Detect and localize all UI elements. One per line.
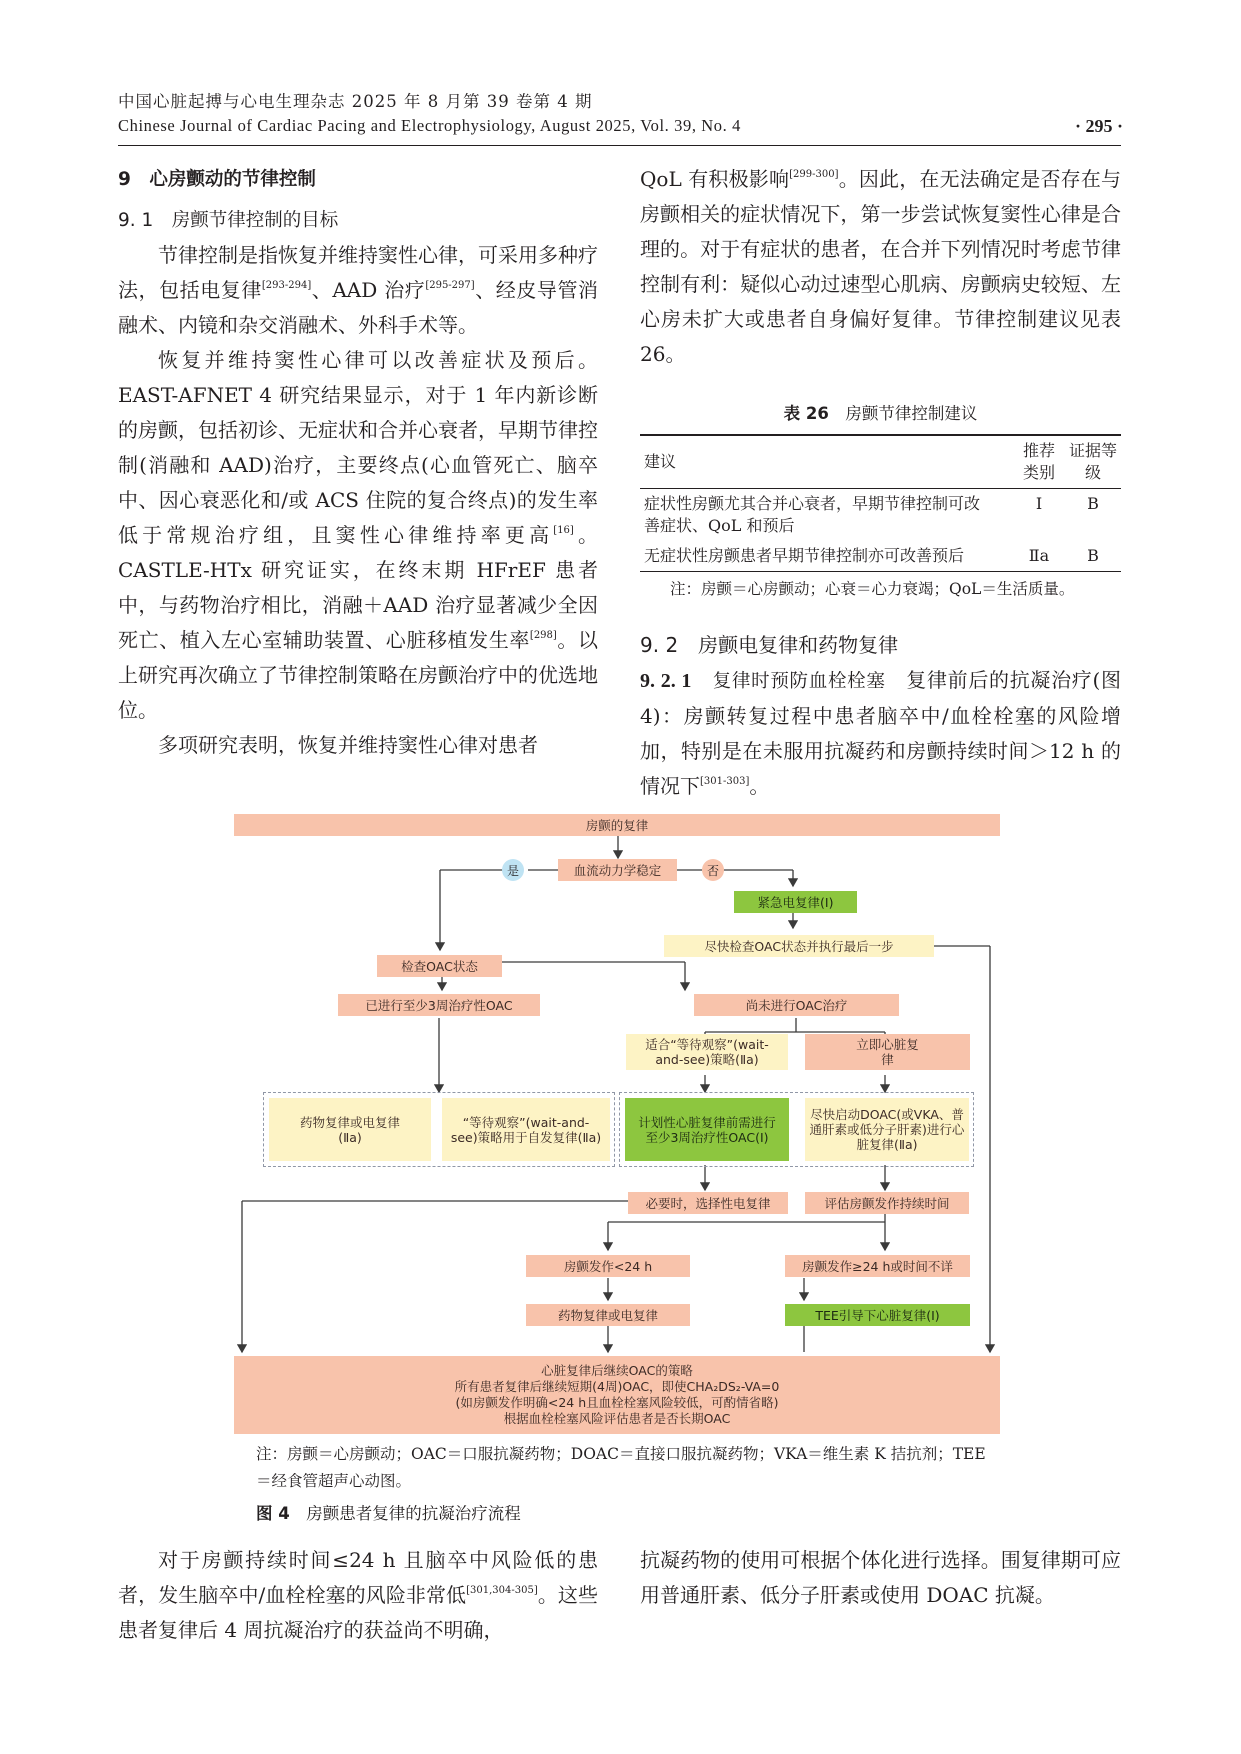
table-title: 表 26 房颤节律控制建议 <box>783 404 978 423</box>
paragraph: 多项研究表明，恢复并维持窦性心律对患者 <box>158 733 538 757</box>
paragraph: 恢复并维持窦性心律可以改善症状及预后。EAST-AFNET 4 研究结果显示，对于 1 年内新诊断的房颤，包括初诊、无症状和合并心衰者，早期节律控制(消融和 AAD)治疗，主要终点(心血管死亡、脑卒中、因心衰恶化和/或 ACS 住院的复合终点)的发生率低于常规治疗组，且窦性心律维持率更高[16]。CASTLE-HTx 研究证实，在终末期 HFrEF 患者中，与药物治疗相比，消融＋AAD 治疗显著减少全因死亡、植入左心室辅助装置、心脏移植发生率[298]。以上研究再次确立了节律控制策略在房颤治疗中的优选地位。 <box>118 348 599 722</box>
right-column-cont <box>640 628 1121 804</box>
journal-header-cn: 中国心脏起搏与心电生理杂志 2025 年 8 月第 39 卷第 4 期 <box>118 92 593 111</box>
figure-caption: 图 4 房颤患者复律的抗凝治疗流程 <box>256 1504 521 1523</box>
table-header-level: 证据等级 <box>1069 441 1118 482</box>
flow-episode-lt24h: 房颤发作<24 h <box>526 1255 690 1277</box>
flow-drug-or-electric-2: 药物复律或电复律 <box>526 1304 690 1326</box>
table-row: 无症状性房颤患者早期节律控制亦可改善预后 Ⅱa B <box>644 546 1099 565</box>
table-header-recommendation: 建议 <box>644 452 677 471</box>
flow-check-oac-status: 检查OAC状态 <box>377 955 502 977</box>
flow-planned-cardioversion: 计划性心脏复律前需进行至少3周治疗性OAC(I) <box>625 1098 789 1161</box>
flow-episode-ge24h: 房颤发作≥24 h或时间不详 <box>785 1255 970 1277</box>
section-9-2-heading: 9. 2 房颤电复律和药物复律 <box>640 633 899 657</box>
flow-wait-and-see-fit: 适合“等待观察”(wait-and-see)策略(Ⅱa) <box>626 1034 788 1070</box>
flow-start-cardioversion: 房颤的复律 <box>234 814 1000 836</box>
table-26 <box>640 400 1121 603</box>
flow-start-doac: 尽快启动DOAC(或VKA、普通肝素或低分子肝素)进行心脏复律(Ⅱa) <box>805 1098 969 1161</box>
left-column <box>118 160 598 763</box>
flow-assess-duration: 评估房颤发作持续时间 <box>805 1192 969 1214</box>
bottom-right-paragraph: 抗凝药物的使用可根据个体化进行选择。围复律期可应用普通肝素、低分子肝素或使用 DOAC 抗凝。 <box>640 1548 1121 1607</box>
paragraph: 节律控制是指恢复并维持窦性心律，可采用多种疗法，包括电复律[293-294]、AAD 治疗[295-297]、经皮导管消融术、内镜和杂交消融术、外科手术等。 <box>118 243 599 337</box>
bottom-left-paragraph: 对于房颤持续时间≤24 h 且脑卒中风险低的患者，发生脑卒中/血栓栓塞的风险非常低[301,304-305]。这些患者复律后 4 周抗凝治疗的获益尚不明确， <box>118 1548 598 1642</box>
page-number: · 295 · <box>1074 116 1123 136</box>
section-9-1-heading: 9. 1 房颤节律控制的目标 <box>118 210 339 231</box>
section-9-heading: 9 心房颤动的节律控制 <box>118 169 316 190</box>
flow-wait-and-see-strategy: “等待观察”(wait-and-see)策略用于自发复律(Ⅱa) <box>442 1098 610 1161</box>
header-rule <box>118 145 1121 146</box>
flow-immediate-cardioversion: 立即心脏复律 <box>805 1034 970 1070</box>
flow-dashed-group-left <box>263 1092 615 1167</box>
paragraph: QoL 有积极影响[299-300]。因此，在无法确定是否存在与房颤相关的症状情况下，第一步尝试恢复窦性心律是合理的。对于有症状的患者，在合并下列情况时考虑节律控制有利：疑似心动过速型心肌病、房颤病史较短、左心房未扩大或患者自身偏好复律。节律控制建议见表 26。 <box>640 167 1122 366</box>
flow-check-oac-asap: 尽快检查OAC状态并执行最后一步 <box>664 935 934 957</box>
flow-tee-guided: TEE引导下心脏复律(I) <box>785 1304 970 1326</box>
paragraph: 9. 2. 1 复律时预防血栓栓塞 复律前后的抗凝治疗(图 4)：房颤转复过程中患者脑卒中/血栓栓塞的风险增加，特别是在未服用抗凝药和房颤持续时间＞12 h 的情况下[301-303]。 <box>640 668 1121 798</box>
flow-post-cardioversion-oac: 心脏复律后继续OAC的策略 所有患者复律后继续短期(4周)OAC，即使CHA₂DS₂-VA=0 (如房颤发作明确<24 h且血栓栓塞风险较低，可酌情省略) 根据血栓栓塞风险评估患者是否长期OAC <box>234 1356 1000 1434</box>
flow-no-label: 否 <box>702 859 724 881</box>
flow-no-oac-yet: 尚未进行OAC治疗 <box>694 994 899 1016</box>
right-column <box>640 162 1121 372</box>
flow-oac-3-weeks: 已进行至少3周治疗性OAC <box>338 994 540 1016</box>
flow-urgent-cardioversion: 紧急电复律(I) <box>734 891 857 913</box>
table-row: 症状性房颤尤其合并心衰者，早期节律控制可改善症状、QoL 和预后 I B <box>644 494 1099 535</box>
flow-yes-label: 是 <box>502 859 524 881</box>
flow-dashed-group-right <box>619 1092 974 1167</box>
table-note: 注：房颤＝心房颤动；心衰＝心力衰竭；QoL＝生活质量。 <box>670 580 1075 598</box>
table-header-class: 推荐类别 <box>1022 441 1055 482</box>
flow-drug-or-electric: 药物复律或电复律(Ⅱa) <box>269 1098 431 1161</box>
figure-note: 注：房颤＝心房颤动；OAC＝口服抗凝药物；DOAC＝直接口服抗凝药物；VKA＝维生素 K 拮抗剂；TEE＝经食管超声心动图。 <box>256 1445 986 1490</box>
flow-selective-electric: 必要时，选择性电复律 <box>628 1192 788 1214</box>
journal-header-en: Chinese Journal of Cardiac Pacing and Electrophysiology, August 2025, Vol. 39, No. 4 <box>118 116 741 135</box>
flow-hemodynamic-stable: 血流动力学稳定 <box>558 859 677 881</box>
